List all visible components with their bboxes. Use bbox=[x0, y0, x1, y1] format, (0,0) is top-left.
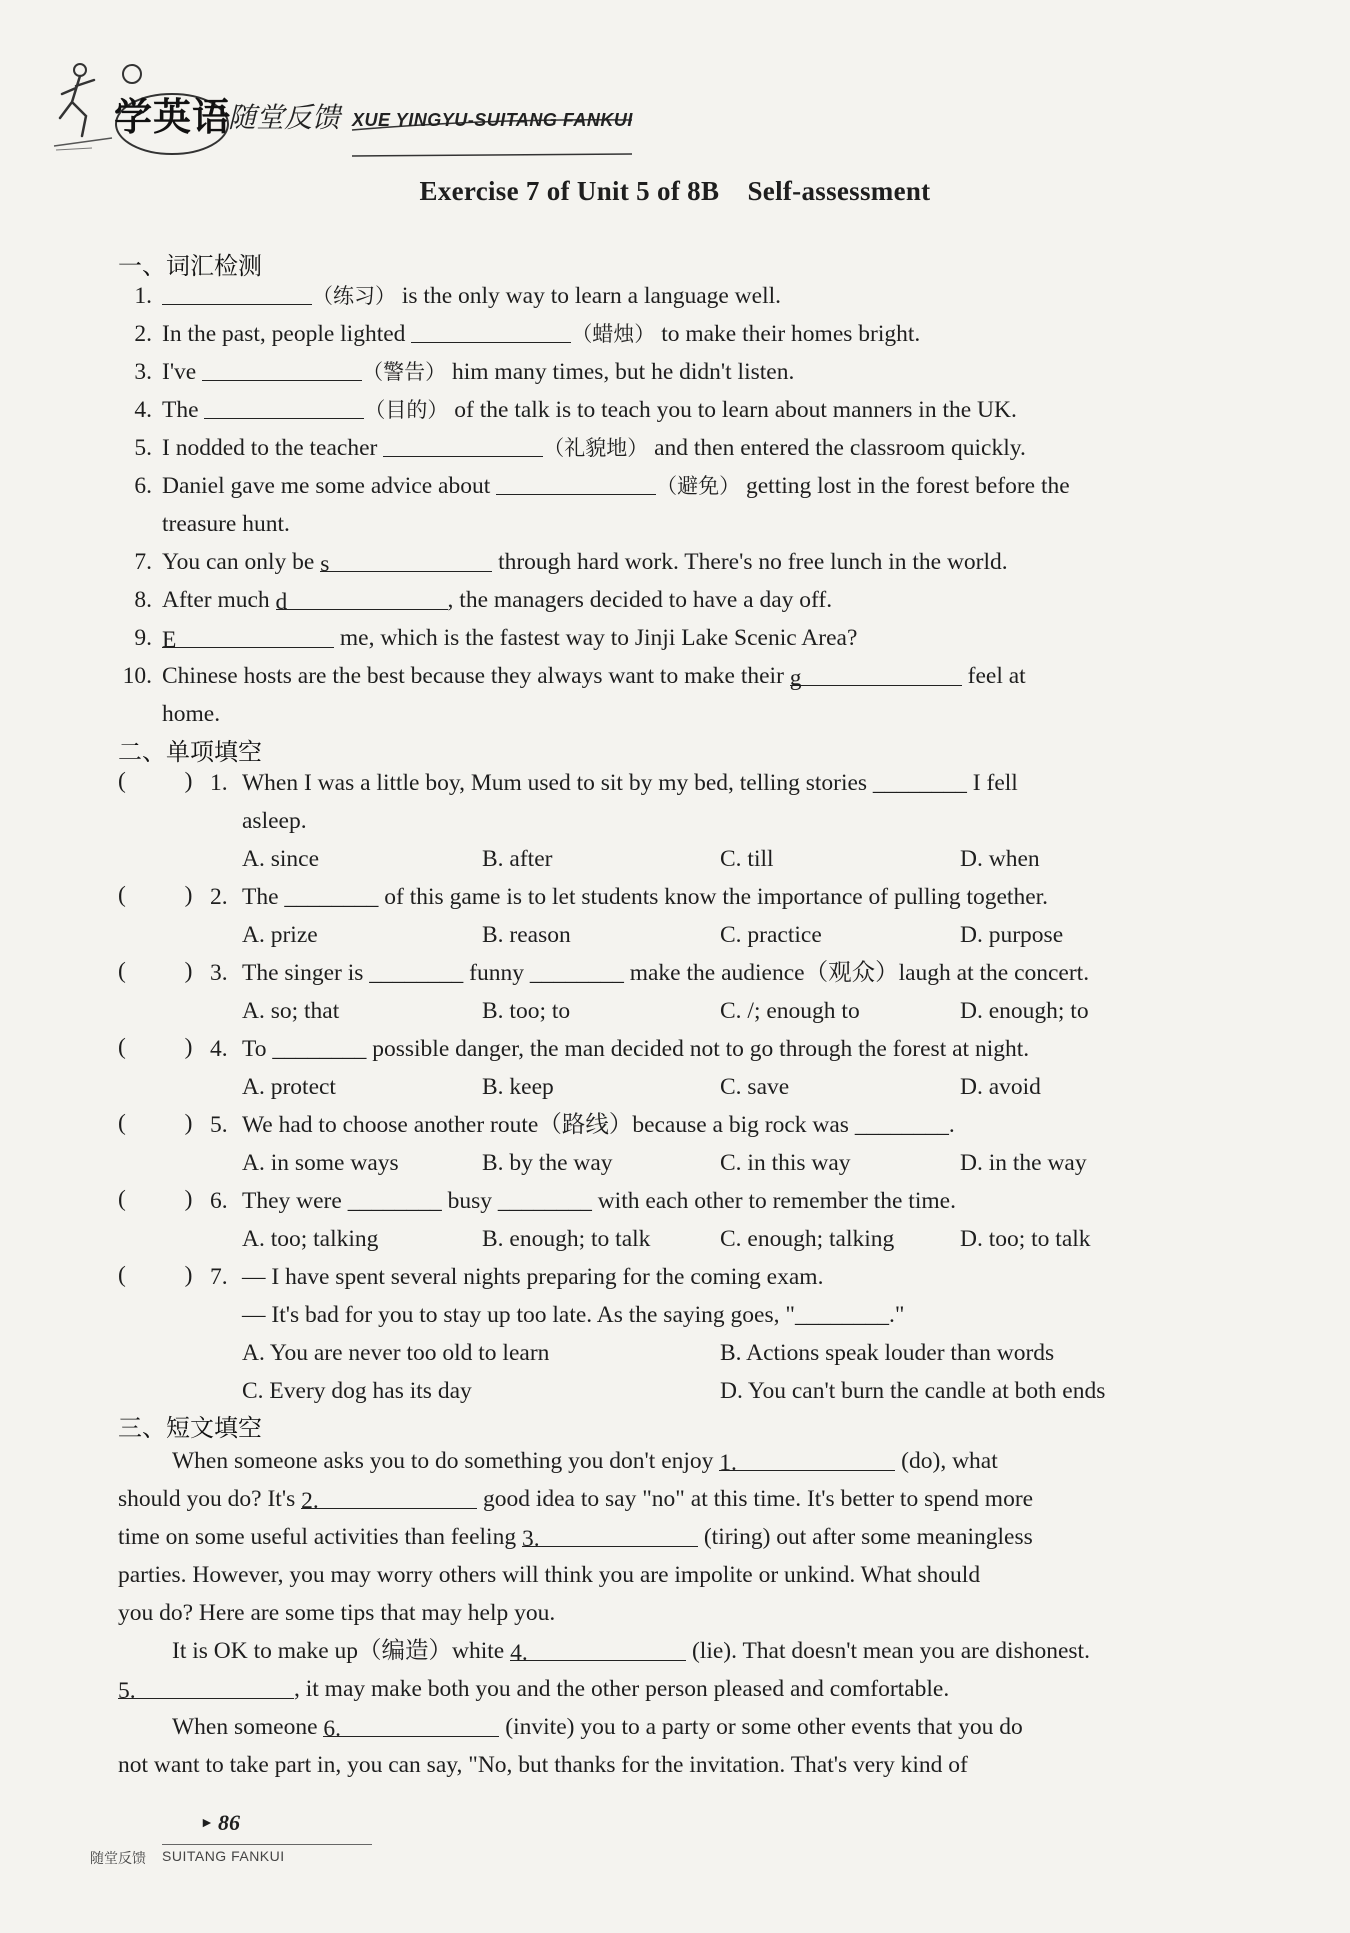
vocab-item bbox=[162, 281, 781, 311]
passage-blank: 2. bbox=[301, 1486, 477, 1509]
option: C. Every dog has its day bbox=[242, 1378, 472, 1404]
option: C. /; enough to bbox=[720, 998, 860, 1024]
option: C. practice bbox=[720, 922, 822, 948]
answer-bracket: ( ) bbox=[118, 1110, 193, 1136]
logo-chinese: 学英语 bbox=[114, 95, 232, 139]
answer-bracket: ( ) bbox=[118, 958, 193, 984]
vocab-item bbox=[162, 699, 220, 729]
chinese-hint: （蜡烛） bbox=[571, 322, 656, 346]
answer-bracket: ( ) bbox=[118, 768, 193, 794]
item-text: Daniel gave me some advice about bbox=[162, 473, 497, 499]
chinese-hint: （避免） bbox=[656, 474, 741, 498]
item-number: 3. bbox=[134, 359, 152, 385]
item-text: , the managers decided to have a day off. bbox=[447, 587, 833, 613]
passage-line bbox=[118, 1522, 1033, 1552]
vocab-item bbox=[162, 509, 290, 539]
question-stem: We had to choose another route（路线）because a big rock was ________. bbox=[242, 1112, 955, 1138]
option: B. enough; to talk bbox=[482, 1226, 651, 1252]
item-text: The bbox=[162, 397, 205, 423]
question-number: 1. bbox=[210, 770, 228, 796]
answer-blank bbox=[204, 396, 364, 419]
passage-text: not want to take part in, you can say, "No, but thanks for the invitation. That's very kind of bbox=[118, 1752, 968, 1778]
item-text: I've bbox=[162, 359, 203, 385]
passage-text: (do), what bbox=[895, 1448, 998, 1474]
passage-blank: 1. bbox=[719, 1448, 895, 1471]
item-text: In the past, people lighted bbox=[162, 321, 412, 347]
chinese-hint: （练习） bbox=[312, 284, 396, 308]
item-text: home. bbox=[162, 701, 221, 727]
option: C. in this way bbox=[720, 1150, 851, 1176]
option: B. after bbox=[482, 846, 553, 872]
page-number: 86 bbox=[218, 1810, 240, 1835]
option: A. since bbox=[242, 846, 320, 872]
question-stem: The ________ of this game is to let students know the importance of pulling together. bbox=[242, 884, 1049, 910]
question-stem: To ________ possible danger, the man decided not to go through the forest at night. bbox=[242, 1036, 1030, 1062]
answer-bracket: ( ) bbox=[118, 1186, 193, 1212]
option: D. enough; to bbox=[960, 998, 1089, 1024]
item-number: 8. bbox=[134, 587, 152, 613]
question-stem: The singer is ________ funny ________ make the audience（观众）laugh at the concert. bbox=[242, 960, 1090, 986]
page-title: Exercise 7 of Unit 5 of 8B Self-assessment bbox=[419, 176, 931, 206]
passage-text: (tiring) out after some meaningless bbox=[697, 1524, 1033, 1550]
passage-text: , it may make both you and the other person pleased and comfortable. bbox=[294, 1676, 950, 1702]
passage-text: (lie). That doesn't mean you are dishonest. bbox=[686, 1638, 1090, 1664]
item-text: him many times, but he didn't listen. bbox=[446, 359, 795, 385]
question-number: 5. bbox=[210, 1112, 228, 1138]
item-text: to make their homes bright. bbox=[655, 321, 921, 347]
option: B. reason bbox=[482, 922, 571, 948]
answer-blank bbox=[411, 320, 571, 343]
header-logo bbox=[52, 52, 652, 162]
option: A. too; talking bbox=[242, 1226, 379, 1252]
option: A. You are never too old to learn bbox=[242, 1340, 550, 1366]
item-number: 5. bbox=[134, 435, 152, 461]
passage-blank: 5. bbox=[118, 1676, 294, 1699]
passage-blank: 4. bbox=[510, 1638, 686, 1661]
option: A. so; that bbox=[242, 998, 340, 1024]
item-text: I nodded to the teacher bbox=[162, 435, 384, 461]
item-text: getting lost in the forest before the bbox=[740, 473, 1070, 499]
question-number: 4. bbox=[210, 1036, 228, 1062]
question-stem: When I was a little boy, Mum used to sit by my bed, telling stories ________ I fell bbox=[242, 770, 1018, 796]
option: D. in the way bbox=[960, 1150, 1087, 1176]
question-stem: — It's bad for you to stay up too late. As the saying goes, "________." bbox=[242, 1302, 905, 1328]
passage-text: good idea to say "no" at this time. It's better to spend more bbox=[477, 1486, 1034, 1512]
chinese-hint: （礼貌地） bbox=[543, 436, 649, 460]
option: B. by the way bbox=[482, 1150, 613, 1176]
item-text: treasure hunt. bbox=[162, 511, 290, 537]
vocab-item bbox=[162, 319, 920, 349]
item-text: through hard work. There's no free lunch in the world. bbox=[492, 549, 1008, 575]
passage-text: time on some useful activities than feeling bbox=[118, 1524, 522, 1550]
vocab-item bbox=[162, 395, 1017, 425]
footer bbox=[90, 1808, 390, 1888]
passage-text: When someone asks you to do something you don't enjoy bbox=[172, 1448, 720, 1474]
item-text: You can only be bbox=[162, 549, 321, 575]
footer-rule bbox=[162, 1844, 372, 1845]
item-text: of the talk is to teach you to learn about manners in the UK. bbox=[448, 397, 1017, 423]
option: D. avoid bbox=[960, 1074, 1041, 1100]
question-stem: asleep. bbox=[242, 808, 307, 834]
item-number: 6. bbox=[134, 473, 152, 499]
passage-blank: 3. bbox=[522, 1524, 698, 1547]
answer-blank bbox=[162, 282, 312, 305]
passage-text: (invite) you to a party or some other events that you do bbox=[499, 1714, 1023, 1740]
question-number: 6. bbox=[210, 1188, 228, 1214]
answer-bracket: ( ) bbox=[118, 1034, 193, 1060]
logo-pinyin: XUE YINGYU-SUITANG FANKUI bbox=[352, 110, 633, 130]
passage-line bbox=[172, 1636, 1090, 1666]
question-stem: — I have spent several nights preparing for the coming exam. bbox=[242, 1264, 824, 1290]
passage-line bbox=[172, 1446, 998, 1476]
vocab-item bbox=[162, 433, 1026, 463]
passage-line bbox=[118, 1674, 949, 1704]
option: D. You can't burn the candle at both ends bbox=[720, 1378, 1106, 1404]
passage-blank: 6. bbox=[323, 1714, 499, 1737]
option: C. till bbox=[720, 846, 774, 872]
answer-bracket: ( ) bbox=[118, 1262, 193, 1288]
section1-heading: 一、词汇检测 bbox=[118, 252, 262, 280]
chinese-hint: （目的） bbox=[364, 398, 449, 422]
item-number: 10. bbox=[122, 663, 152, 689]
item-text: feel at bbox=[961, 663, 1026, 689]
passage-line bbox=[118, 1484, 1033, 1514]
option: A. protect bbox=[242, 1074, 336, 1100]
option: A. prize bbox=[242, 922, 318, 948]
section3-heading: 三、短文填空 bbox=[118, 1414, 262, 1442]
question-stem: They were ________ busy ________ with each other to remember the time. bbox=[242, 1188, 956, 1214]
answer-bracket: ( ) bbox=[118, 882, 193, 908]
option: B. too; to bbox=[482, 998, 571, 1024]
question-number: 2. bbox=[210, 884, 228, 910]
question-number: 7. bbox=[210, 1264, 228, 1290]
chinese-hint: （警告） bbox=[362, 360, 447, 384]
item-text: After much bbox=[162, 587, 276, 613]
option: B. keep bbox=[482, 1074, 554, 1100]
footer-english: SUITANG FANKUI bbox=[162, 1848, 285, 1864]
item-text: me, which is the fastest way to Jinji Lake Scenic Area? bbox=[334, 625, 858, 651]
option: B. Actions speak louder than words bbox=[720, 1340, 1055, 1366]
passage-line bbox=[118, 1598, 555, 1628]
logo-chinese-sub: 随堂反馈 bbox=[228, 101, 341, 134]
item-text: Chinese hosts are the best because they always want to make their bbox=[162, 663, 790, 689]
passage-line bbox=[172, 1712, 1023, 1742]
item-number: 9. bbox=[134, 625, 152, 651]
option: C. save bbox=[720, 1074, 790, 1100]
item-number: 2. bbox=[134, 321, 152, 347]
item-text: and then entered the classroom quickly. bbox=[648, 435, 1026, 461]
answer-blank: E bbox=[162, 625, 334, 648]
item-text: is the only way to learn a language well. bbox=[396, 283, 782, 309]
arrow-icon: ► bbox=[200, 1816, 214, 1831]
passage-text: parties. However, you may worry others will think you are impolite or unkind. What should bbox=[118, 1562, 981, 1588]
passage-text: It is OK to make up（编造）white bbox=[172, 1638, 511, 1664]
question-number: 3. bbox=[210, 960, 228, 986]
option: C. enough; talking bbox=[720, 1226, 895, 1252]
passage-text: should you do? It's bbox=[118, 1486, 302, 1512]
footer-chinese: 随堂反馈 bbox=[90, 1851, 146, 1867]
option: D. too; to talk bbox=[960, 1226, 1091, 1252]
vocab-item bbox=[162, 471, 1070, 501]
vocab-item bbox=[162, 661, 1026, 691]
answer-blank bbox=[383, 434, 543, 457]
item-number: 7. bbox=[134, 549, 152, 575]
vocab-item bbox=[162, 585, 832, 615]
vocab-item bbox=[162, 547, 1008, 577]
option: D. when bbox=[960, 846, 1040, 872]
answer-blank: s bbox=[320, 549, 492, 572]
answer-blank: g bbox=[790, 663, 962, 686]
section2-heading: 二、单项填空 bbox=[118, 738, 262, 766]
passage-line bbox=[118, 1750, 968, 1780]
item-number: 4. bbox=[134, 397, 152, 423]
option: A. in some ways bbox=[242, 1150, 399, 1176]
answer-blank bbox=[496, 472, 656, 495]
answer-blank: d bbox=[276, 587, 448, 610]
vocab-item bbox=[162, 623, 857, 653]
passage-text: you do? Here are some tips that may help you. bbox=[118, 1600, 556, 1626]
vocab-item bbox=[162, 357, 794, 387]
passage-text: When someone bbox=[172, 1714, 324, 1740]
item-number: 1. bbox=[134, 283, 152, 309]
passage-line bbox=[118, 1560, 980, 1590]
option: D. purpose bbox=[960, 922, 1064, 948]
answer-blank bbox=[202, 358, 362, 381]
